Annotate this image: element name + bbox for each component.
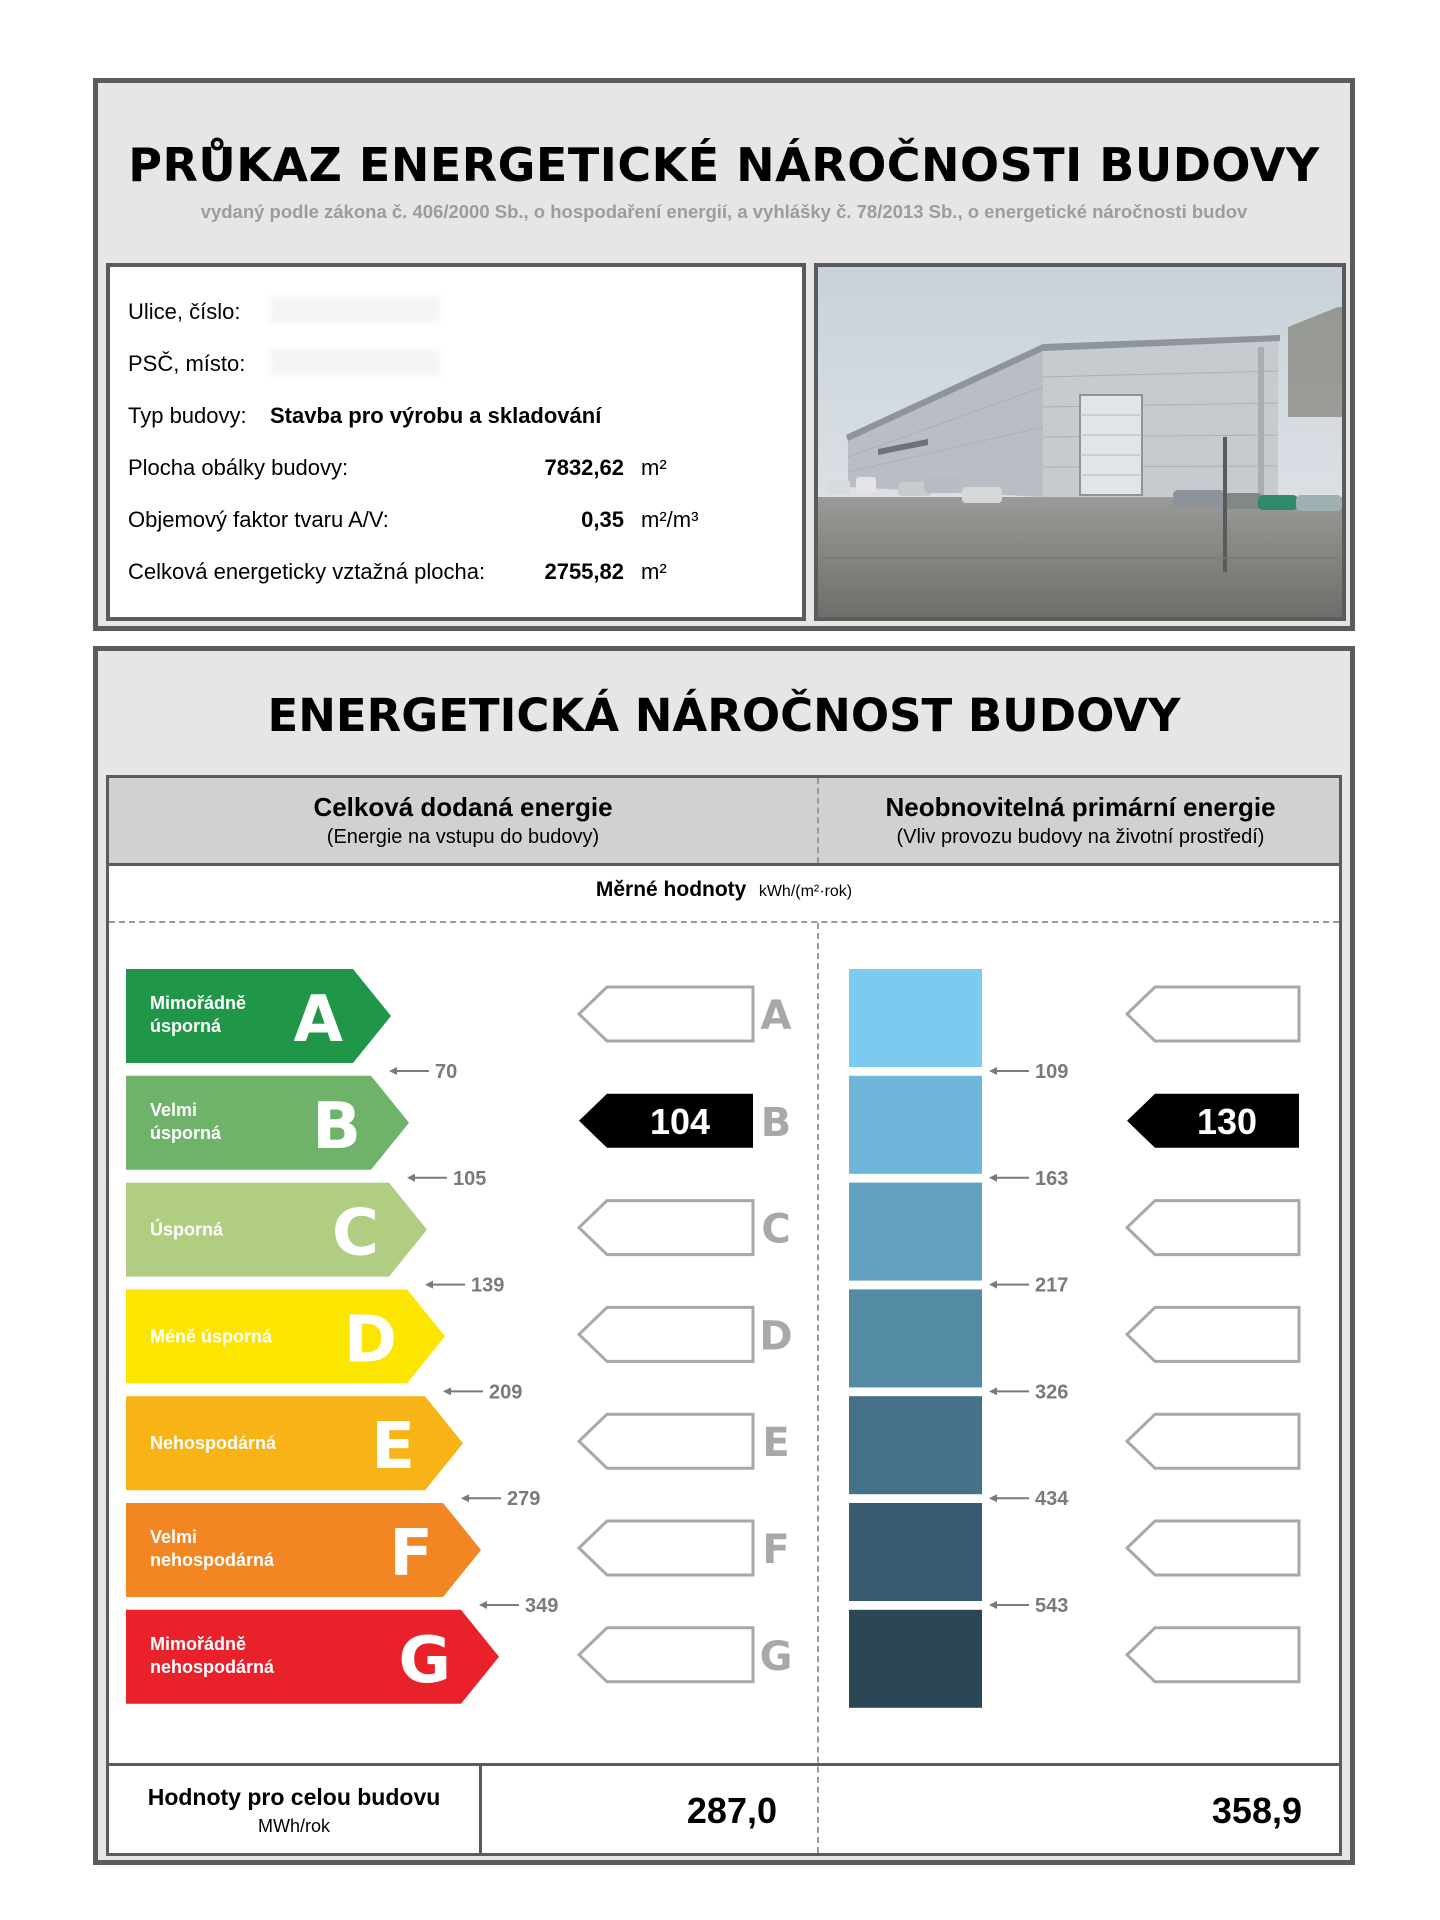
- delivered-side-letter-c: C: [761, 1206, 791, 1253]
- delivered-side-letter-d: D: [759, 1313, 793, 1360]
- primary-threshold-arrowhead-5: [989, 1494, 997, 1502]
- delivered-threshold-4: 209: [489, 1381, 523, 1404]
- class-e-letter: E: [371, 1410, 415, 1485]
- primary-threshold-arrowhead-4: [989, 1387, 997, 1395]
- class-d-letter: D: [343, 1303, 397, 1378]
- column-headers: [109, 778, 1339, 866]
- total-delivered-value: 287,0: [686, 1790, 777, 1831]
- delivered-threshold-arrowhead-6: [479, 1601, 487, 1609]
- delivered-threshold-6: 349: [525, 1595, 559, 1617]
- primary-class-b-block: [849, 1076, 982, 1174]
- delivered-threshold-arrowhead-4: [443, 1387, 451, 1395]
- specific-values-label: Měrné hodnoty: [595, 878, 747, 901]
- shape-factor-unit: m²/m³: [641, 507, 699, 532]
- delivered-threshold-arrowhead-5: [461, 1494, 469, 1502]
- delivered-arrow-e: [579, 1414, 753, 1468]
- reference-area-unit: m²: [641, 559, 667, 584]
- class-d-label: Méně úsporná: [150, 1326, 273, 1347]
- delivered-value: 104: [649, 1100, 711, 1142]
- primary-arrow-a: [1127, 987, 1299, 1041]
- primary-class-f-block: [849, 1503, 982, 1601]
- primary-energy-subtitle: (Vliv provozu budovy na životní prostředí): [896, 826, 1265, 848]
- class-f-letter: F: [389, 1517, 433, 1591]
- primary-threshold-2: 163: [1035, 1167, 1069, 1190]
- primary-threshold-5: 434: [1035, 1488, 1069, 1511]
- primary-threshold-arrowhead-2: [989, 1174, 997, 1182]
- class-a-label-line2: úsporná: [150, 1016, 222, 1036]
- envelope-area-value: 7832,62: [544, 455, 624, 480]
- delivered-side-letter-a: A: [760, 993, 792, 1039]
- primary-arrow-f: [1127, 1521, 1299, 1575]
- primary-threshold-arrowhead-6: [989, 1601, 997, 1609]
- building-info-box: [106, 263, 806, 621]
- primary-threshold-1: 109: [1035, 1061, 1069, 1083]
- delivered-arrow-c: [579, 1201, 753, 1255]
- reference-area-value: 2755,82: [544, 559, 624, 584]
- class-c-letter: C: [332, 1196, 379, 1271]
- class-e-label: Nehospodárná: [150, 1433, 277, 1454]
- specific-values-heading: [109, 878, 1339, 902]
- delivered-threshold-2: 105: [453, 1167, 487, 1190]
- primary-threshold-arrowhead-1: [989, 1067, 997, 1075]
- zip-label: PSČ, místo:: [128, 351, 246, 376]
- street-label: Ulice, číslo:: [128, 299, 241, 324]
- specific-values-unit: kWh/(m²·rok): [758, 883, 853, 900]
- delivered-energy-subtitle: (Energie na vstupu do budovy): [326, 826, 600, 848]
- class-g-label-line1: Mimořádně: [150, 1633, 247, 1654]
- section-title: ENERGETICKÁ NÁROČNOST BUDOVY: [267, 689, 1181, 742]
- building-photo-frame: [814, 263, 1346, 621]
- building-photo: [818, 267, 1342, 617]
- delivered-threshold-3: 139: [471, 1274, 505, 1297]
- class-a-letter: A: [293, 983, 343, 1057]
- class-c-label: Úsporná: [150, 1219, 224, 1240]
- primary-arrow-e: [1127, 1414, 1299, 1468]
- delivered-side-letter-f: F: [762, 1527, 790, 1573]
- primary-threshold-arrowhead-3: [989, 1281, 997, 1289]
- building-info-panel: [93, 78, 1355, 631]
- class-a-label-line1: Mimořádně: [150, 993, 247, 1013]
- class-b-label-line2: úsporná: [150, 1122, 222, 1143]
- total-primary-value: 358,9: [1211, 1790, 1302, 1831]
- energy-class-scale: [109, 923, 1339, 1753]
- redacted-zip: [270, 349, 440, 375]
- page-title: PRŮKAZ ENERGETICKÉ NÁROČNOSTI BUDOVY: [128, 138, 1320, 192]
- primary-class-d-block: [849, 1289, 982, 1387]
- delivered-side-letter-g: G: [759, 1633, 793, 1680]
- primary-class-a-block: [849, 969, 982, 1067]
- totals-unit: MWh/rok: [258, 1816, 330, 1836]
- primary-class-e-block: [849, 1396, 982, 1494]
- legal-subtitle: vydaný podle zákona č. 406/2000 Sb., o hospodaření energií, a vyhlášky č. 78/2013 Sb., o energetické náročnosti budov: [200, 201, 1248, 222]
- delivered-energy-title: Celková dodaná energie: [313, 792, 613, 822]
- primary-arrow-g: [1127, 1628, 1299, 1682]
- class-g-letter: G: [398, 1623, 451, 1698]
- delivered-arrow-d: [579, 1307, 753, 1361]
- totals-row: [109, 1763, 1339, 1856]
- energy-performance-panel: [93, 646, 1355, 1865]
- building-type-value: Stavba pro výrobu a skladování: [270, 403, 602, 428]
- totals-divider: [479, 1766, 482, 1856]
- delivered-threshold-5: 279: [507, 1488, 541, 1511]
- envelope-area-label: Plocha obálky budovy:: [128, 455, 349, 480]
- primary-threshold-6: 543: [1035, 1595, 1069, 1617]
- primary-threshold-4: 326: [1035, 1381, 1069, 1404]
- primary-arrow-d: [1127, 1307, 1299, 1361]
- primary-class-g-block: [849, 1610, 982, 1708]
- energy-table: [106, 775, 1342, 1856]
- delivered-threshold-arrowhead-3: [425, 1281, 433, 1289]
- primary-threshold-3: 217: [1035, 1274, 1069, 1297]
- class-f-label-line2: nehospodárná: [150, 1550, 275, 1570]
- primary-value: 130: [1196, 1100, 1258, 1142]
- shape-factor-value: 0,35: [581, 507, 624, 532]
- delivered-arrow-f: [579, 1521, 753, 1575]
- delivered-threshold-1: 70: [435, 1061, 458, 1083]
- delivered-side-letter-b: B: [760, 1099, 792, 1146]
- shape-factor-label: Objemový faktor tvaru A/V:: [128, 507, 389, 532]
- envelope-area-unit: m²: [641, 455, 667, 480]
- primary-energy-title: Neobnovitelná primární energie: [885, 792, 1276, 822]
- primary-arrow-c: [1127, 1201, 1299, 1255]
- building-type-label: Typ budovy:: [128, 403, 247, 428]
- reference-area-label: Celková energeticky vztažná plocha:: [128, 559, 486, 584]
- class-g-label-line2: nehospodárná: [150, 1656, 275, 1677]
- totals-label: Hodnoty pro celou budovu: [147, 1784, 441, 1810]
- delivered-threshold-arrowhead-1: [389, 1067, 397, 1075]
- redacted-street: [270, 297, 440, 323]
- class-b-letter: B: [312, 1089, 361, 1164]
- primary-class-c-block: [849, 1183, 982, 1281]
- class-f-label-line1: Velmi: [150, 1527, 198, 1547]
- delivered-side-letter-e: E: [762, 1420, 790, 1467]
- delivered-arrow-g: [579, 1628, 753, 1682]
- class-b-label-line1: Velmi: [150, 1099, 198, 1120]
- delivered-threshold-arrowhead-2: [407, 1174, 415, 1182]
- delivered-arrow-a: [579, 987, 753, 1041]
